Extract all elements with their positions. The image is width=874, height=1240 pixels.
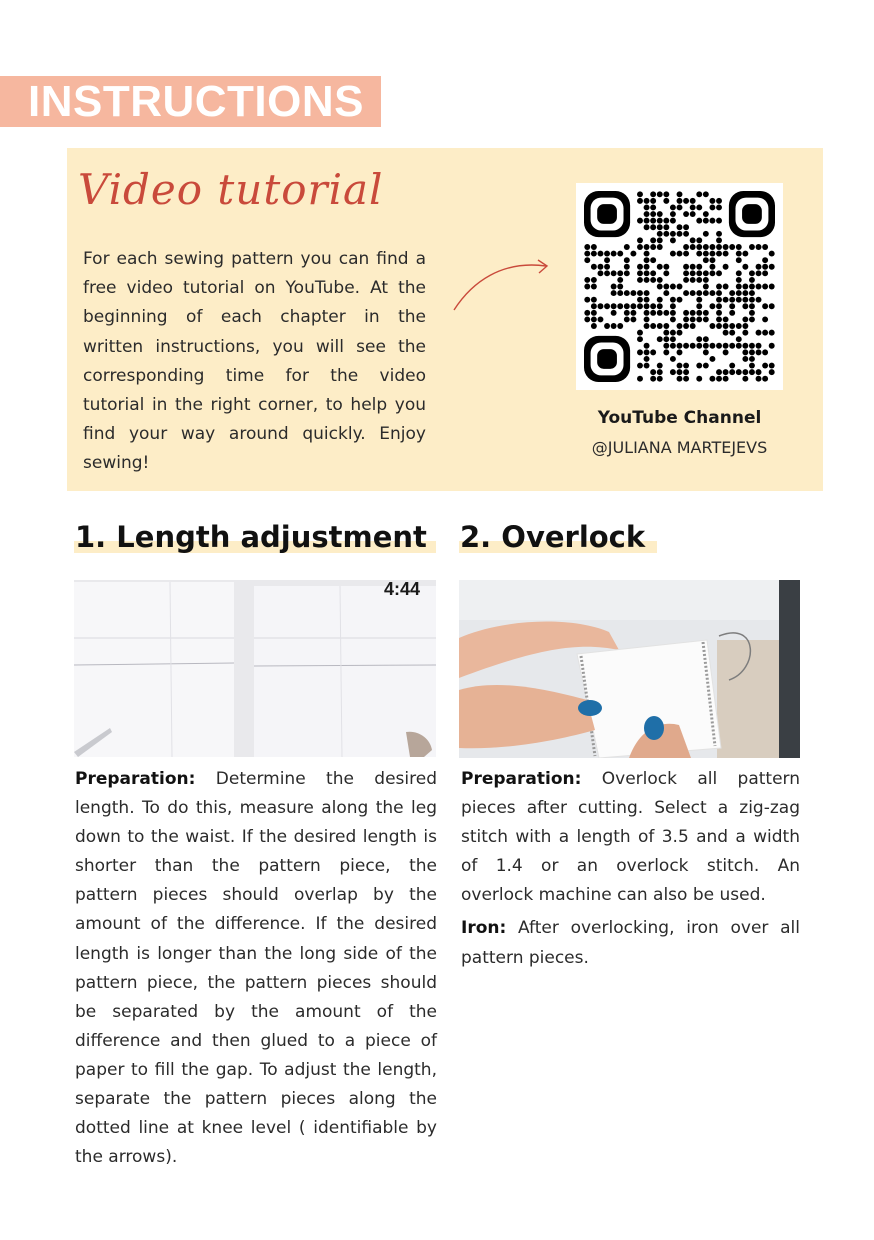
iron-label: Iron: — [461, 918, 507, 939]
preparation-label: Preparation: — [461, 769, 582, 789]
overlock-text — [461, 765, 800, 973]
curved-arrow-icon — [450, 252, 554, 316]
length-adjustment-photo — [74, 580, 436, 757]
preparation-text: Determine the desired length. To do this, measure along the leg down to the waist. If the desired length is shorter than the pattern piece, the pattern pieces should overlap by the amount of the difference. If the desired length is longer than the long side of the pattern piece, the pattern pieces should be separated by the amount of the difference and then glued to a piece of paper to fill the gap. To adjust the length, separate the pattern pieces along the dotted line at knee level ( identifiable by the arrows). — [75, 769, 437, 1168]
section-2-title: 2. Overlock — [460, 520, 646, 554]
qr-finder-pattern — [584, 191, 630, 237]
overlock-photo — [459, 580, 800, 758]
iron-text: After overlocking, iron over all pattern pieces. — [461, 918, 800, 968]
overlock-preparation-paragraph — [461, 765, 800, 910]
qr-code-icon — [584, 191, 775, 382]
qr-code[interactable] — [576, 183, 783, 390]
preparation-label: Preparation: — [75, 769, 196, 789]
qr-finder-pattern — [584, 336, 630, 382]
section-1-title: 1. Length adjustment — [75, 520, 427, 554]
video-tutorial-heading: Video tutorial — [78, 165, 384, 214]
video-timestamp: 4:44 — [383, 580, 420, 599]
video-tutorial-text: For each sewing pattern you can find a free video tutorial on YouTube. At the beginning of each chapter in the written instructions, you will see the corresponding time for the video tutorial in the right corner, to help you find your way around quickly. Enjoy sewing! — [83, 249, 426, 474]
youtube-channel-handle: @JULIANA MARTEJEVS — [591, 438, 768, 457]
qr-finder-pattern — [729, 191, 775, 237]
youtube-channel-label: YouTube Channel — [597, 408, 762, 428]
overlock-fabric-image — [459, 580, 800, 758]
iron-paragraph — [461, 914, 800, 972]
pattern-pieces-image — [74, 580, 436, 757]
preparation-text: Overlock all pattern pieces after cutting. Select a zig-zag stitch with a length of 3.5 and a width of 1.4 or an overlock stitch. An overlock machine can also be used. — [461, 769, 800, 906]
page-title: INSTRUCTIONS — [28, 77, 364, 126]
length-adjustment-text — [75, 765, 437, 1172]
